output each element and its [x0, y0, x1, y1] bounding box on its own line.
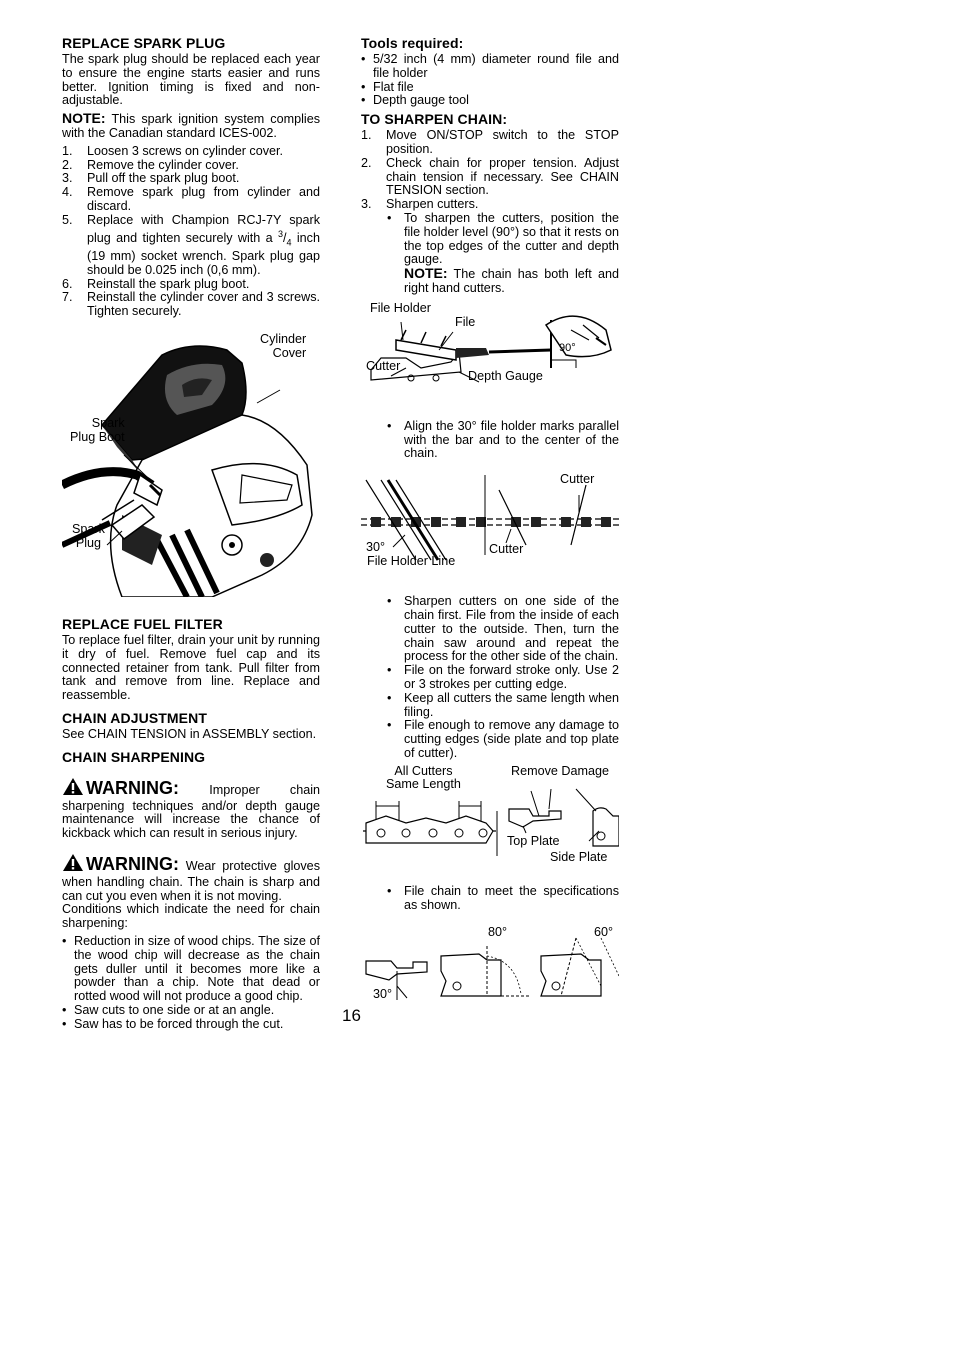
chainsaw-illustration — [62, 332, 320, 597]
step-text: Replace with Champion RCJ-7Y spark plug and tighten securely with a — [87, 212, 320, 245]
step-text: inch (19 mm) socket wrench. Spark plug gap should be 0.025 inch (0,6 mm). — [87, 230, 320, 277]
side-plate-label: Side Plate — [550, 849, 608, 864]
list-text: Depth gauge tool — [373, 93, 469, 108]
step-number: 1. — [62, 143, 73, 158]
list-item — [62, 278, 320, 292]
list-item: • To sharpen the cutters, position the file holder level (90°) so that it rests on the top edges of the cutter and depth gauge. — [387, 210, 619, 267]
note-text: The chain has both left and right hand cutters. — [404, 267, 619, 295]
step-number: 2. — [62, 157, 73, 172]
warning-triangle-icon — [62, 777, 84, 800]
sharpen-note — [361, 267, 619, 296]
step-text: Reinstall the cylinder cover and 3 screws. Tighten securely. — [87, 290, 320, 319]
sharpen-sub-3 — [361, 885, 619, 913]
list-text: File on the forward stroke only. Use 2 or 3 strokes per cutting edge. — [404, 663, 619, 691]
conditions-intro: Conditions which indicate the need for chain sharpening: — [62, 902, 320, 931]
adjust-text: See CHAIN TENSION in ASSEMBLY section. — [62, 727, 317, 742]
list-item — [361, 157, 619, 198]
step-number: 1. — [361, 128, 372, 143]
tools-heading: Tools required: — [361, 35, 464, 51]
step-text: Loosen 3 screws on cylinder cover. — [87, 143, 284, 158]
spark-note — [62, 112, 320, 141]
list-text: 5/32 inch (4 mm) diameter round file and file holder — [373, 52, 619, 80]
list-item: • Flat file — [361, 79, 414, 94]
step-text: Reinstall the spark plug boot. — [87, 276, 250, 291]
depth-gauge-label: Depth Gauge — [468, 368, 543, 383]
list-item — [62, 291, 320, 319]
file-holder-figure — [361, 300, 619, 400]
file-holder-line-figure — [361, 472, 619, 569]
remove-damage-label: Remove Damage — [511, 763, 609, 778]
list-text: Sharpen cutters on one side of the chain first. File from the inside of each cutter to the outside. Then, turn the chain saw around and repeat the process for the other side of the chain. — [404, 594, 619, 664]
list-text: Align the 30° file holder marks parallel with the bar and to the center of the chain. — [404, 418, 619, 461]
step-number: 2. — [361, 155, 372, 170]
step-number: 6. — [62, 276, 73, 291]
sharpen-sub-1 — [361, 212, 619, 267]
sharpen-heading: TO SHARPEN CHAIN: — [361, 111, 508, 128]
step-number: 3. — [361, 197, 372, 212]
step-text: Pull off the spark plug boot. — [87, 171, 240, 186]
list-item: • Keep all cutters the same length when filing. — [387, 690, 619, 719]
sharpening-heading: CHAIN SHARPENING — [62, 748, 206, 765]
cylinder-cover-label: Cylinder Cover — [260, 332, 307, 360]
file-holder-illustration — [361, 310, 619, 400]
list-text: Keep all cutters the same length when filing. — [404, 690, 619, 719]
fraction-numerator: 3 — [278, 228, 284, 239]
list-item: • Saw has to be forced through the cut. — [62, 1016, 284, 1031]
step-text: Sharpen cutters. — [386, 197, 479, 212]
spark-intro: The spark plug should be replaced each year to ensure the engine starts easier and runs better. Ignition timing is fixed and non-adjustable. — [62, 52, 320, 108]
warning-label: WARNING: — [86, 777, 179, 798]
tools-list — [361, 53, 619, 108]
spark-plug-figure — [62, 332, 320, 597]
list-item — [62, 172, 320, 186]
list-text: Saw cuts to one side or at an angle. — [74, 1002, 275, 1017]
top-plate-label: Top Plate — [507, 833, 560, 848]
file-holder-line-label: File Holder Line — [367, 554, 456, 569]
angle-90-label: 90° — [559, 341, 576, 354]
adjust-heading: CHAIN ADJUSTMENT — [62, 710, 207, 727]
spark-plug-label: Spark Plug — [72, 522, 105, 550]
list-item — [62, 145, 320, 159]
step-number: 7. — [62, 290, 73, 305]
fuel-text: To replace fuel filter, drain your unit by running it dry of fuel. Remove fuel cap and its connected retainer from tank. Pull filter from tank and remove from line. Replace and reassemble. — [62, 633, 320, 703]
cutter-length-figure — [361, 763, 619, 867]
list-item: • Depth gauge tool — [361, 93, 469, 108]
file-holder-label: File Holder — [370, 300, 431, 315]
spark-steps — [62, 145, 320, 319]
conditions-list — [62, 935, 320, 1032]
left-column — [62, 36, 320, 1036]
list-item: • File chain to meet the specifications as shown. — [387, 883, 619, 912]
list-item — [361, 198, 619, 212]
step-number: 3. — [62, 171, 73, 186]
list-text: To sharpen the cutters, position the file holder level (90°) so that it rests on the top edges of the cutter and depth gauge. — [404, 210, 619, 267]
step-text: Check chain for proper tension. Adjust chain tension if necessary. See CHAIN TENSION section. — [386, 155, 619, 198]
note-text: This spark ignition system complies with the Canadian standard ICES-002. — [62, 112, 320, 140]
list-item: • 5/32 inch (4 mm) diameter round file and file holder — [361, 52, 619, 80]
list-item: • Reduction in size of wood chips. The size of the wood chip will decrease as the chain gets duller until it becomes more like a powder than a chip. Note that dead or rotted wood will not produce a good chip. — [62, 934, 320, 1004]
warning-label: WARNING: — [86, 854, 179, 875]
file-label: File — [455, 314, 476, 329]
step-number: 5. — [62, 212, 73, 227]
list-item — [62, 186, 320, 214]
warning-1 — [62, 777, 320, 841]
step-text: Remove spark plug from cylinder and discard. — [87, 185, 320, 213]
fuel-heading: REPLACE FUEL FILTER — [62, 616, 223, 633]
step-number: 4. — [62, 185, 73, 200]
list-text: File enough to remove any damage to cutting edges (side plate and top plate of cutter). — [404, 718, 619, 760]
spark-heading: REPLACE SPARK PLUG — [62, 35, 226, 51]
warning-triangle-icon — [62, 853, 84, 876]
list-text: Flat file — [373, 79, 414, 94]
list-item: • File on the forward stroke only. Use 2 or 3 strokes per cutting edge. — [387, 663, 619, 691]
warning-2 — [62, 853, 320, 903]
sharpen-steps — [361, 129, 619, 212]
cutter-top-label: Cutter — [560, 472, 595, 487]
list-item: • Align the 30° file holder marks parallel with the bar and to the center of the chain. — [387, 418, 619, 461]
all-cutters-label: All Cutters Same Length — [386, 763, 461, 792]
list-item: • File enough to remove any damage to cutting edges (side plate and top plate of cutter). — [387, 718, 619, 760]
list-item: • Sharpen cutters on one side of the chain first. File from the inside of each cutter to the outside. Then, turn the chain saw around and repeat the process for the other side of the chain. — [387, 594, 619, 664]
cutter-label: Cutter — [366, 358, 401, 373]
spark-plug-boot-label: Spark Plug Boot — [70, 416, 125, 444]
sharpen-sub-2 — [361, 420, 619, 461]
list-item: 5. Replace with Champion RCJ-7Y spark plug and tighten securely with a $^3/_4$ inch (19 mm) socket wrench. Spark plug gap should be 0.025 inch (0,6 mm). — [62, 212, 320, 277]
fraction-denominator: 4 — [286, 237, 292, 248]
step-text: Move ON/STOP switch to the STOP position. — [386, 128, 619, 156]
page-number: 16 — [342, 1006, 361, 1025]
right-column — [361, 36, 619, 1004]
angle-80-spec-label: 80° — [488, 925, 508, 940]
note-label: NOTE: — [404, 265, 448, 282]
list-item: • Saw cuts to one side or at an angle. — [62, 1002, 275, 1017]
list-text: Saw has to be forced through the cut. — [74, 1016, 284, 1031]
angle-30-label: 30° — [366, 540, 386, 555]
list-text: Reduction in size of wood chips. The size of the wood chip will decrease as the chain gets duller until it becomes more like a powder than a chip. Note that dead or rotted wood will not produce a good chip. — [74, 934, 320, 1004]
angle-60-spec-label: 60° — [594, 925, 614, 940]
list-item — [361, 129, 619, 157]
sharpen-bullets — [361, 595, 619, 761]
warning-text: Wear protective gloves when handling chain. The chain is sharp and can cut you even when it is not moving. — [62, 859, 320, 903]
cutter-bottom-label: Cutter — [489, 542, 524, 557]
warning-text: Improper chain sharpening techniques and/or depth gauge maintenance will increase the chance of kickback which can result in serious injury. — [62, 782, 320, 841]
note-label: NOTE: — [62, 110, 106, 127]
specification-angles-figure — [361, 926, 619, 1004]
step-text: Remove the cylinder cover. — [87, 157, 239, 172]
list-item — [62, 159, 320, 173]
angle-30-spec-label: 30° — [373, 987, 393, 1002]
list-text: File chain to meet the specifications as shown. — [404, 883, 619, 912]
